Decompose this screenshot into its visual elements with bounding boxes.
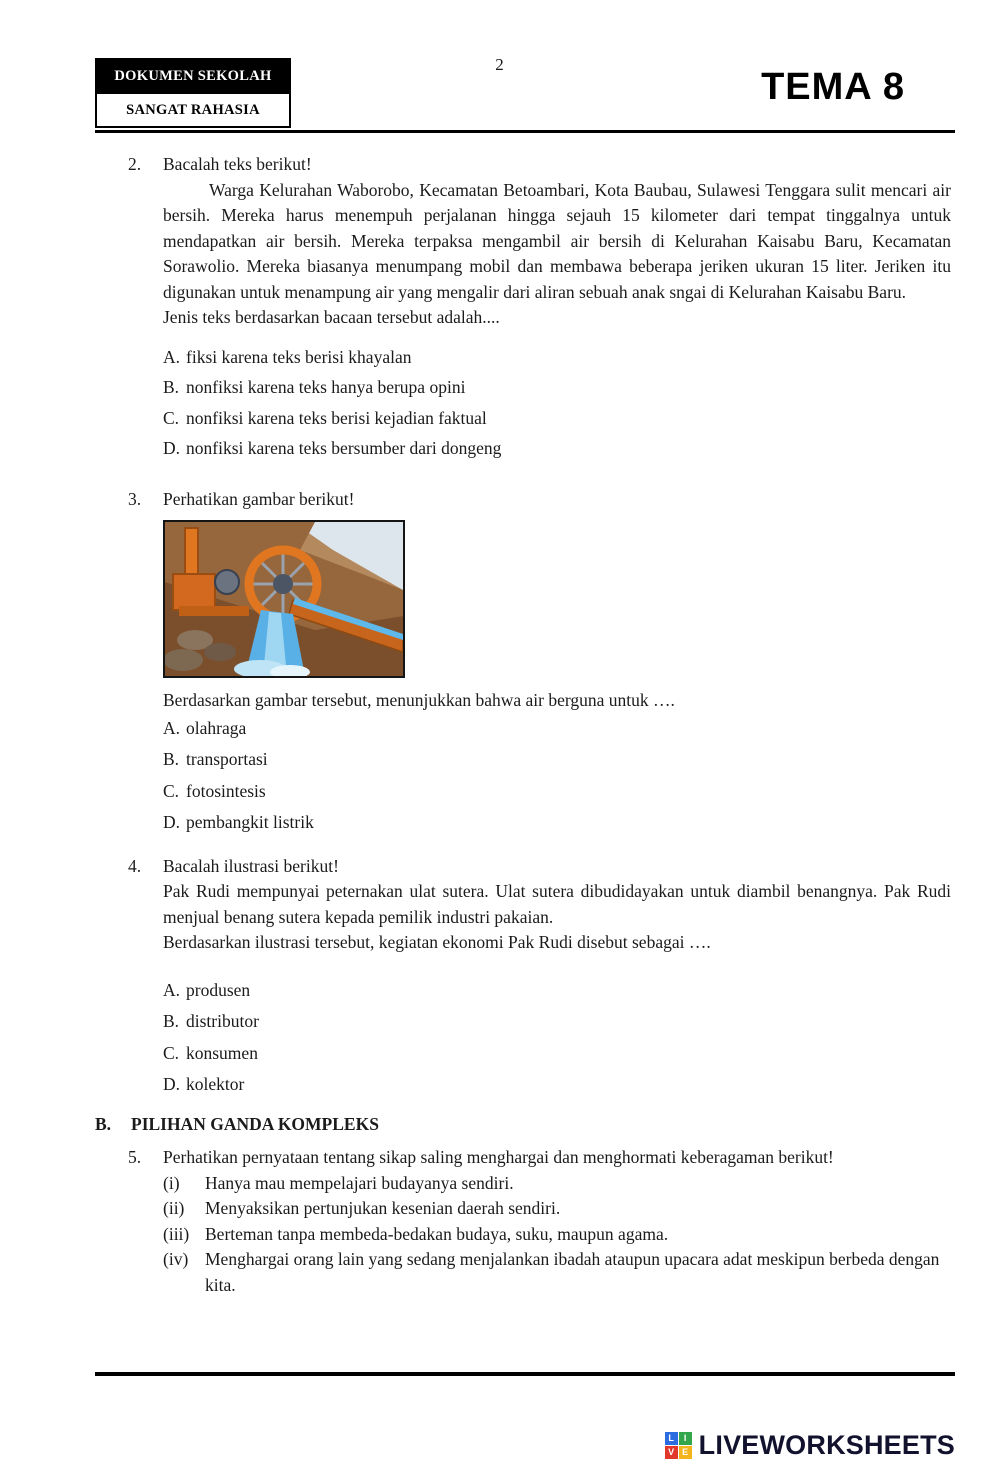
q2-option-b[interactable]: [163, 375, 951, 401]
option-letter: C.: [163, 1042, 180, 1063]
question-4-passage: Pak Rudi mempunyai peternakan ulat sutera. Ulat sutera dibudidayakan untuk diambil benangnya. Pak Rudi menjual benang sutera kepada pemilik industri pakaian.: [163, 881, 951, 927]
option-text: nonfiksi karena teks bersumber dari dongeng: [186, 438, 502, 458]
question-4-prompt: Bacalah ilustrasi berikut!: [163, 855, 339, 876]
q4-option-b[interactable]: [163, 1009, 951, 1035]
question-2-prompt: Bacalah teks berikut!: [163, 154, 312, 174]
question-3-number: 3.: [128, 488, 142, 509]
logo-square-v: V: [665, 1446, 678, 1459]
header-divider: [95, 130, 955, 133]
statement-iv[interactable]: [163, 1247, 951, 1298]
option-text: transportasi: [186, 749, 268, 769]
document-title: TEMA 8: [761, 66, 905, 108]
option-letter: A.: [163, 346, 181, 367]
option-letter: B.: [163, 749, 180, 769]
statement-i[interactable]: [163, 1171, 951, 1197]
statement-text: Menghargai orang lain yang sedang menjalankan ibadah ataupun upacara adat meskipun berbeda dengan kita.: [205, 1249, 940, 1295]
option-letter: B.: [163, 1011, 180, 1031]
question-4-options: [163, 978, 951, 1098]
q3-option-c[interactable]: [163, 779, 951, 805]
option-letter: A.: [163, 979, 181, 1000]
option-text: olahraga: [186, 717, 247, 738]
option-letter: D.: [163, 438, 181, 458]
question-4-number: 4.: [128, 855, 142, 876]
liveworksheets-logo[interactable]: [665, 1430, 955, 1461]
q4-option-a[interactable]: [163, 978, 951, 1004]
question-2: [95, 152, 951, 467]
question-4: [95, 854, 951, 1104]
option-text: fotosintesis: [186, 780, 266, 801]
option-text: produsen: [186, 979, 251, 1000]
question-2-passage: Warga Kelurahan Waborobo, Kecamatan Betoambari, Kota Baubau, Sulawesi Tenggara sulit mencari air bersih. Mereka harus menempuh perjalanan hingga sejauh 15 kilometer dari tempat tinggalnya untuk mendapatkan air bersih. Mereka terpaksa mengambil air bersih di Kelurahan Kaisabu Baru, Kecamatan Sorawolio. Mereka biasanya menumpang mobil dan membawa beberapa jeriken ukuran 15 liter. Jeriken itu digunakan untuk menampung air yang mengalir dari aliran sebuah anak sngai di Kelurahan Kaisabu Baru.: [163, 179, 951, 302]
q4-option-d[interactable]: [163, 1072, 951, 1098]
statement-numeral: (i): [163, 1172, 180, 1193]
footer-divider: [95, 1372, 955, 1376]
option-letter: C.: [163, 407, 180, 428]
q3-option-d[interactable]: [163, 810, 951, 836]
statement-numeral: (iii): [163, 1223, 190, 1244]
question-4-text: Berdasarkan ilustrasi tersebut, kegiatan ekonomi Pak Rudi disebut sebagai ….: [163, 932, 711, 952]
liveworksheets-grid-icon: [665, 1432, 692, 1459]
stamp-line-1: DOKUMEN SEKOLAH: [95, 58, 291, 94]
statement-text: Berteman tanpa membeda-bedakan budaya, suku, maupun agama.: [205, 1223, 669, 1244]
stamp-line-2: SANGAT RAHASIA: [95, 94, 291, 128]
question-5-prompt: Perhatikan pernyataan tentang sikap saling menghargai dan menghormati keberagaman berikut!: [163, 1147, 834, 1167]
option-text: konsumen: [186, 1042, 258, 1063]
question-5-number: 5.: [128, 1147, 142, 1167]
statement-numeral: (iv): [163, 1249, 189, 1269]
q3-option-a[interactable]: [163, 716, 951, 742]
option-text: kolektor: [186, 1074, 245, 1094]
logo-square-l: L: [665, 1432, 678, 1445]
q2-option-a[interactable]: [163, 345, 951, 371]
brand-text: LIVEWORKSHEETS: [698, 1430, 955, 1460]
q4-option-c[interactable]: [163, 1041, 951, 1067]
page-number: 2: [495, 55, 504, 74]
question-3: [95, 487, 951, 842]
option-letter: A.: [163, 717, 181, 738]
option-text: fiksi karena teks berisi khayalan: [186, 346, 412, 367]
section-b-heading: [95, 1112, 951, 1138]
question-3-text: Berdasarkan gambar tersebut, menunjukkan bahwa air berguna untuk ….: [163, 690, 675, 710]
logo-square-i: I: [679, 1432, 692, 1445]
question-5: [95, 1145, 951, 1298]
option-letter: D.: [163, 812, 181, 832]
statement-numeral: (ii): [163, 1198, 185, 1218]
option-text: nonfiksi karena teks berisi kejadian faktual: [186, 407, 487, 428]
question-3-options: [163, 716, 951, 836]
statement-text: Hanya mau mempelajari budayanya sendiri.: [205, 1172, 514, 1193]
question-2-number: 2.: [128, 154, 142, 174]
question-3-prompt: Perhatikan gambar berikut!: [163, 488, 355, 509]
q2-option-c[interactable]: [163, 406, 951, 432]
q3-option-b[interactable]: [163, 747, 951, 773]
question-2-text: Jenis teks berdasarkan bacaan tersebut adalah....: [163, 307, 500, 327]
option-letter: D.: [163, 1074, 181, 1094]
section-title: PILIHAN GANDA KOMPLEKS: [131, 1113, 379, 1134]
section-letter: B.: [95, 1113, 112, 1134]
watermill-illustration: [163, 520, 405, 678]
logo-square-e: E: [679, 1446, 692, 1459]
q2-option-d[interactable]: [163, 436, 951, 462]
option-text: distributor: [186, 1011, 259, 1031]
option-letter: C.: [163, 780, 180, 801]
question-2-options: [163, 345, 951, 462]
question-5-statements: [163, 1171, 951, 1299]
statement-ii[interactable]: [163, 1196, 951, 1222]
statement-iii[interactable]: [163, 1222, 951, 1248]
option-text: nonfiksi karena teks hanya berupa opini: [186, 377, 466, 397]
option-text: pembangkit listrik: [186, 812, 314, 832]
watermill-scene: [165, 522, 403, 676]
statement-text: Menyaksikan pertunjukan kesenian daerah sendiri.: [205, 1198, 561, 1218]
option-letter: B.: [163, 377, 180, 397]
